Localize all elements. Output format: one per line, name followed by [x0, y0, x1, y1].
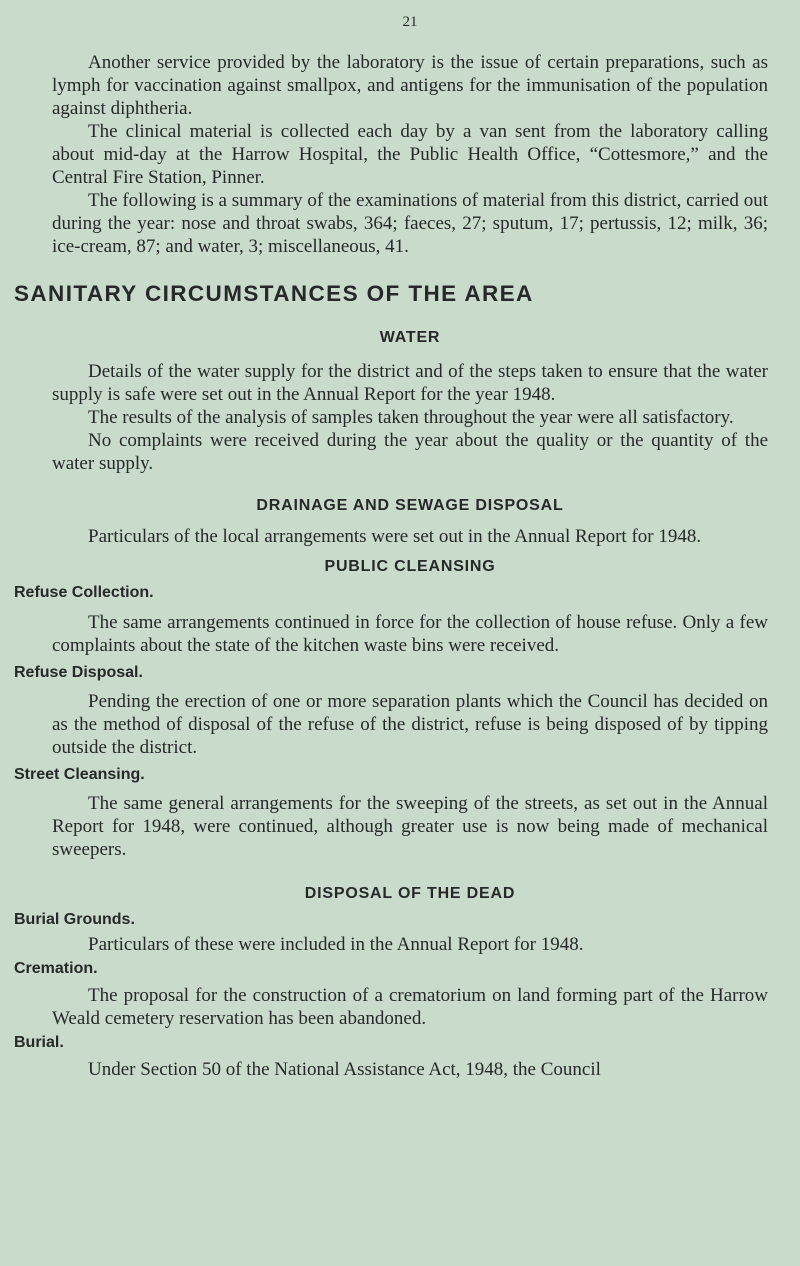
- intro-paragraph-3: The following is a summary of the examinations of material from this district, carried out during the year: nose and throat swabs, 364; faeces, 27; sputum, 17; pertussis, 12; milk, 36; ice-cream, 87; and water, 3; miscellaneous, 41.: [52, 190, 768, 257]
- refuse-collection-heading: Refuse Collection.: [14, 584, 154, 601]
- disposal-of-dead-heading: DISPOSAL OF THE DEAD: [304, 885, 516, 902]
- burial-paragraph: Under Section 50 of the National Assistance Act, 1948, the Council: [88, 1059, 601, 1080]
- street-cleansing-heading: Street Cleansing.: [14, 766, 145, 783]
- refuse-collection-paragraph: The same arrangements continued in force for the collection of house refuse. Only a few complaints about the state of the kitchen waste bins were received.: [52, 612, 768, 656]
- water-heading: WATER: [379, 329, 441, 346]
- public-cleansing-heading: PUBLIC CLEANSING: [324, 558, 496, 575]
- burial-heading: Burial.: [14, 1034, 64, 1051]
- intro-paragraph-1: Another service provided by the laboratory is the issue of certain preparations, such as lymph for vaccination against smallpox, and antigens for the immunisation of the population against diphtheria.: [52, 52, 768, 119]
- cremation-paragraph: The proposal for the construction of a crematorium on land forming part of the Harrow Weald cemetery reservation has been abandoned.: [52, 985, 768, 1029]
- refuse-disposal-heading: Refuse Disposal.: [14, 664, 143, 681]
- cremation-heading: Cremation.: [14, 960, 98, 977]
- page-number: 21: [402, 14, 418, 30]
- refuse-disposal-paragraph: Pending the erection of one or more separation plants which the Council has decided on as the method of disposal of the refuse of the district, refuse is being disposed of by tipping outside the district.: [52, 691, 768, 758]
- main-heading: SANITARY CIRCUMSTANCES OF THE AREA: [14, 281, 534, 306]
- street-cleansing-paragraph: The same general arrangements for the sweeping of the streets, as set out in the Annual Report for 1948, were continued, although greater use is now being made of mechanical sweepers.: [52, 793, 768, 860]
- burial-grounds-paragraph: Particulars of these were included in the Annual Report for 1948.: [88, 934, 584, 955]
- intro-paragraph-2: The clinical material is collected each day by a van sent from the laboratory calling about mid-day at the Harrow Hospital, the Public Health Office, “Cottesmore,” and the Central Fire Station, Pinner.: [52, 121, 768, 188]
- water-paragraph-2: The results of the analysis of samples taken throughout the year were all satisfactory.: [88, 407, 734, 428]
- water-paragraph-1: Details of the water supply for the district and of the steps taken to ensure that the water supply is safe were set out in the Annual Report for the year 1948.: [52, 361, 768, 405]
- document-page: [14, 14, 768, 1081]
- drainage-heading: DRAINAGE AND SEWAGE DISPOSAL: [256, 497, 564, 514]
- water-paragraph-3: No complaints were received during the year about the quality or the quantity of the water supply.: [52, 430, 768, 474]
- drainage-paragraph: Particulars of the local arrangements were set out in the Annual Report for 1948.: [88, 526, 702, 547]
- burial-grounds-heading: Burial Grounds.: [14, 911, 135, 928]
